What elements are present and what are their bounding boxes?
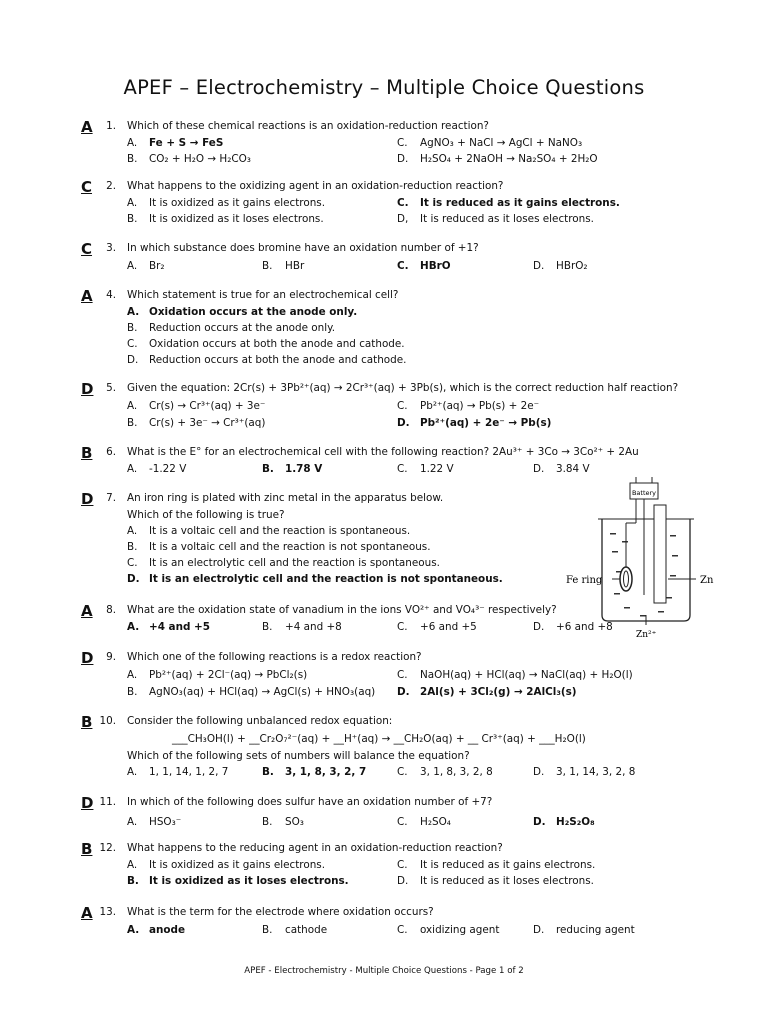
option-text: anode — [149, 924, 186, 936]
option-letter: A. — [127, 306, 140, 318]
option-text: 2Al(s) + 3Cl₂(g) → 2AlCl₃(s) — [420, 686, 577, 698]
question-text: Which one of the following reactions is a redox reaction? — [127, 651, 422, 663]
question-number: 10. — [99, 715, 116, 727]
option-text: H₂SO₄ + 2NaOH → Na₂SO₄ + 2H₂O — [420, 153, 598, 165]
equation: ___CH₃OH(l) + __Cr₂O₇²⁻(aq) + __H⁺(aq) → __CH₂O(aq) + __ Cr³⁺(aq) + ___H₂O(l) — [172, 733, 586, 745]
answer-key: D — [81, 649, 94, 667]
question-number: 8. — [106, 604, 116, 616]
option-text: HBrO — [420, 260, 451, 272]
question-text: What are the oxidation state of vanadium in the ions VO²⁺ and VO₄³⁻ respectively? — [127, 604, 557, 616]
question-number: 13. — [99, 906, 116, 918]
option-text: +6 and +5 — [420, 621, 477, 633]
option-letter: A. — [127, 621, 140, 633]
option-text: H₂SO₄ — [420, 816, 451, 828]
option-letter: B. — [127, 322, 138, 334]
option-text: Cr(s) + 3e⁻ → Cr³⁺(aq) — [149, 417, 266, 429]
option-letter: B. — [127, 417, 138, 429]
option-text: 3.84 V — [556, 463, 590, 475]
option-letter: D. — [533, 260, 545, 272]
question-number: 9. — [106, 651, 116, 663]
option-text: Oxidation occurs at both the anode and cathode. — [149, 338, 405, 350]
option-text: Br₂ — [149, 260, 165, 272]
answer-key: A — [81, 602, 93, 620]
option-letter: A. — [127, 260, 138, 272]
option-letter: A. — [127, 463, 138, 475]
option-letter: C. — [397, 137, 408, 149]
option-text: Cr(s) → Cr³⁺(aq) + 3e⁻ — [149, 400, 266, 412]
question-text: Given the equation: 2Cr(s) + 3Pb²⁺(aq) → 2Cr³⁺(aq) + 3Pb(s), which is the correct reduction half reaction? — [127, 382, 679, 394]
option-text: +4 and +5 — [149, 621, 210, 633]
option-text: It is an electrolytic cell and the reaction is not spontaneous. — [149, 573, 503, 585]
option-text: It is oxidized as it gains electrons. — [149, 197, 326, 209]
question-text: In which substance does bromine have an oxidation number of +1? — [127, 242, 479, 254]
option-text: 3, 1, 14, 3, 2, 8 — [556, 766, 636, 778]
option-letter: C. — [397, 197, 409, 209]
question-number: 12. — [99, 842, 116, 854]
option-letter: B. — [127, 213, 138, 225]
option-text: H₂S₂O₈ — [556, 816, 595, 828]
option-text: AgNO₃ + NaCl → AgCl + NaNO₃ — [420, 137, 583, 149]
option-letter: B. — [262, 816, 273, 828]
option-letter: A. — [127, 197, 138, 209]
page-footer: APEF - Electrochemistry - Multiple Choice Questions - Page 1 of 2 — [244, 966, 524, 976]
option-letter: C. — [397, 816, 408, 828]
answer-key: A — [81, 287, 93, 305]
question-text: Which statement is true for an electrochemical cell? — [127, 289, 399, 301]
option-text: Oxidation occurs at the anode only. — [149, 306, 358, 318]
question-text: What is the E° for an electrochemical cell with the following reaction? 2Au³⁺ + 3Co → 3Co²⁺ + 2Au — [127, 446, 639, 458]
option-letter: D. — [533, 463, 545, 475]
answer-key: A — [81, 118, 93, 136]
option-letter: A. — [127, 137, 138, 149]
option-letter: B. — [262, 260, 273, 272]
question-text: What happens to the oxidizing agent in an oxidation-reduction reaction? — [127, 180, 504, 192]
option-text: CO₂ + H₂O → H₂CO₃ — [149, 153, 251, 165]
option-text: It is reduced as it loses electrons. — [420, 875, 594, 887]
option-letter: A. — [127, 859, 138, 871]
option-letter: C. — [397, 621, 408, 633]
option-text: It is oxidized as it loses electrons. — [149, 213, 324, 225]
option-text: HBrO₂ — [556, 260, 588, 272]
option-text: Pb²⁺(aq) + 2e⁻ → Pb(s) — [420, 417, 552, 429]
question-text: What happens to the reducing agent in an oxidation-reduction reaction? — [127, 842, 503, 854]
question-number: 11. — [99, 796, 116, 808]
question-number: 5. — [106, 382, 116, 394]
answer-key: B — [81, 840, 93, 858]
option-text: It is a voltaic cell and the reaction is spontaneous. — [149, 525, 411, 537]
option-letter: A. — [127, 669, 138, 681]
question-text-2: Which of the following is true? — [127, 509, 285, 521]
battery-label: Battery — [631, 489, 657, 497]
question-number: 1. — [106, 120, 116, 132]
answer-key: A — [81, 904, 93, 922]
question-text: In which of the following does sulfur have an oxidation number of +7? — [127, 796, 493, 808]
question-number: 3. — [106, 242, 116, 254]
option-text: It is an electrolytic cell and the reaction is spontaneous. — [149, 557, 440, 569]
option-text: 1.78 V — [285, 463, 323, 475]
option-letter: C. — [397, 400, 408, 412]
question-text: Consider the following unbalanced redox equation: — [127, 715, 393, 727]
option-letter: D. — [397, 875, 409, 887]
option-text: 3, 1, 8, 3, 2, 8 — [420, 766, 493, 778]
option-letter: B. — [127, 153, 138, 165]
zn-label: Zn — [700, 575, 714, 586]
option-letter: B. — [127, 541, 138, 553]
answer-key: D — [81, 490, 94, 508]
option-text: It is reduced as it gains electrons. — [420, 859, 596, 871]
option-text: AgNO₃(aq) + HCl(aq) → AgCl(s) + HNO₃(aq) — [149, 686, 376, 698]
option-letter: D, — [397, 213, 409, 225]
option-letter: D. — [533, 766, 545, 778]
option-text: HSO₃⁻ — [149, 816, 182, 828]
option-letter: C. — [397, 463, 408, 475]
option-letter: D. — [397, 153, 409, 165]
question-text: An iron ring is plated with zinc metal in the apparatus below. — [127, 492, 444, 504]
option-text: 3, 1, 8, 3, 2, 7 — [285, 766, 367, 778]
option-text: It is oxidized as it gains electrons. — [149, 859, 326, 871]
option-text: +4 and +8 — [285, 621, 342, 633]
option-text: Fe + S → FeS — [149, 137, 224, 149]
option-letter: C. — [397, 766, 408, 778]
question-number: 4. — [106, 289, 116, 301]
answer-key: B — [81, 713, 93, 731]
answer-key: B — [81, 444, 93, 462]
option-text: oxidizing agent — [420, 924, 500, 936]
option-letter: A. — [127, 924, 140, 936]
option-letter: A. — [127, 400, 138, 412]
option-text: It is reduced as it loses electrons. — [420, 213, 594, 225]
question-text: What is the term for the electrode where oxidation occurs? — [127, 906, 434, 918]
option-letter: C. — [397, 669, 408, 681]
option-letter: D. — [533, 621, 545, 633]
option-letter: C. — [397, 924, 408, 936]
option-letter: B. — [127, 686, 138, 698]
option-letter: D. — [533, 816, 546, 828]
option-text: +6 and +8 — [556, 621, 613, 633]
option-letter: B. — [262, 766, 274, 778]
option-text: reducing agent — [556, 924, 635, 936]
answer-key: C — [81, 178, 93, 196]
option-text: It is oxidized as it loses electrons. — [149, 875, 349, 887]
question-text-3: Which of the following sets of numbers will balance the equation? — [127, 750, 470, 762]
option-text: 1, 1, 14, 1, 2, 7 — [149, 766, 229, 778]
option-letter: A. — [127, 766, 138, 778]
option-letter: D. — [533, 924, 545, 936]
option-letter: A. — [127, 525, 138, 537]
question-number: 7. — [106, 492, 116, 504]
option-text: Reduction occurs at both the anode and cathode. — [149, 354, 407, 366]
option-text: HBr — [285, 260, 305, 272]
option-text: NaOH(aq) + HCl(aq) → NaCl(aq) + H₂O(l) — [420, 669, 633, 681]
option-letter: D. — [397, 417, 410, 429]
option-letter: C. — [127, 557, 138, 569]
option-letter: A. — [127, 816, 138, 828]
option-text: Pb²⁺(aq) + 2Cl⁻(aq) → PbCl₂(s) — [149, 669, 308, 681]
zn-ion-label: Zn²⁺ — [636, 630, 657, 640]
option-text: Pb²⁺(aq) → Pb(s) + 2e⁻ — [420, 400, 540, 412]
answer-key: C — [81, 240, 93, 258]
answer-key: D — [81, 380, 94, 398]
option-letter: B. — [262, 463, 274, 475]
question-text: Which of these chemical reactions is an oxidation-reduction reaction? — [127, 120, 489, 132]
option-letter: C. — [397, 260, 409, 272]
option-letter: D. — [127, 573, 140, 585]
option-letter: D. — [397, 686, 410, 698]
option-letter: D. — [127, 354, 139, 366]
option-text: 1.22 V — [420, 463, 454, 475]
question-number: 2. — [106, 180, 116, 192]
option-letter: B. — [262, 924, 273, 936]
option-letter: B. — [127, 875, 139, 887]
option-text: It is reduced as it gains electrons. — [420, 197, 620, 209]
page-title: APEF – Electrochemistry – Multiple Choice Questions — [123, 76, 645, 99]
option-text: SO₃ — [285, 816, 304, 828]
option-text: It is a voltaic cell and the reaction is not spontaneous. — [149, 541, 431, 553]
answer-key: D — [81, 794, 94, 812]
option-text: cathode — [285, 924, 328, 936]
question-number: 6. — [106, 446, 116, 458]
option-letter: B. — [262, 621, 273, 633]
fe-ring-label: Fe ring — [566, 575, 603, 586]
option-letter: C. — [127, 338, 138, 350]
option-text: -1.22 V — [149, 463, 187, 475]
option-letter: C. — [397, 859, 408, 871]
option-text: Reduction occurs at the anode only. — [149, 322, 336, 334]
